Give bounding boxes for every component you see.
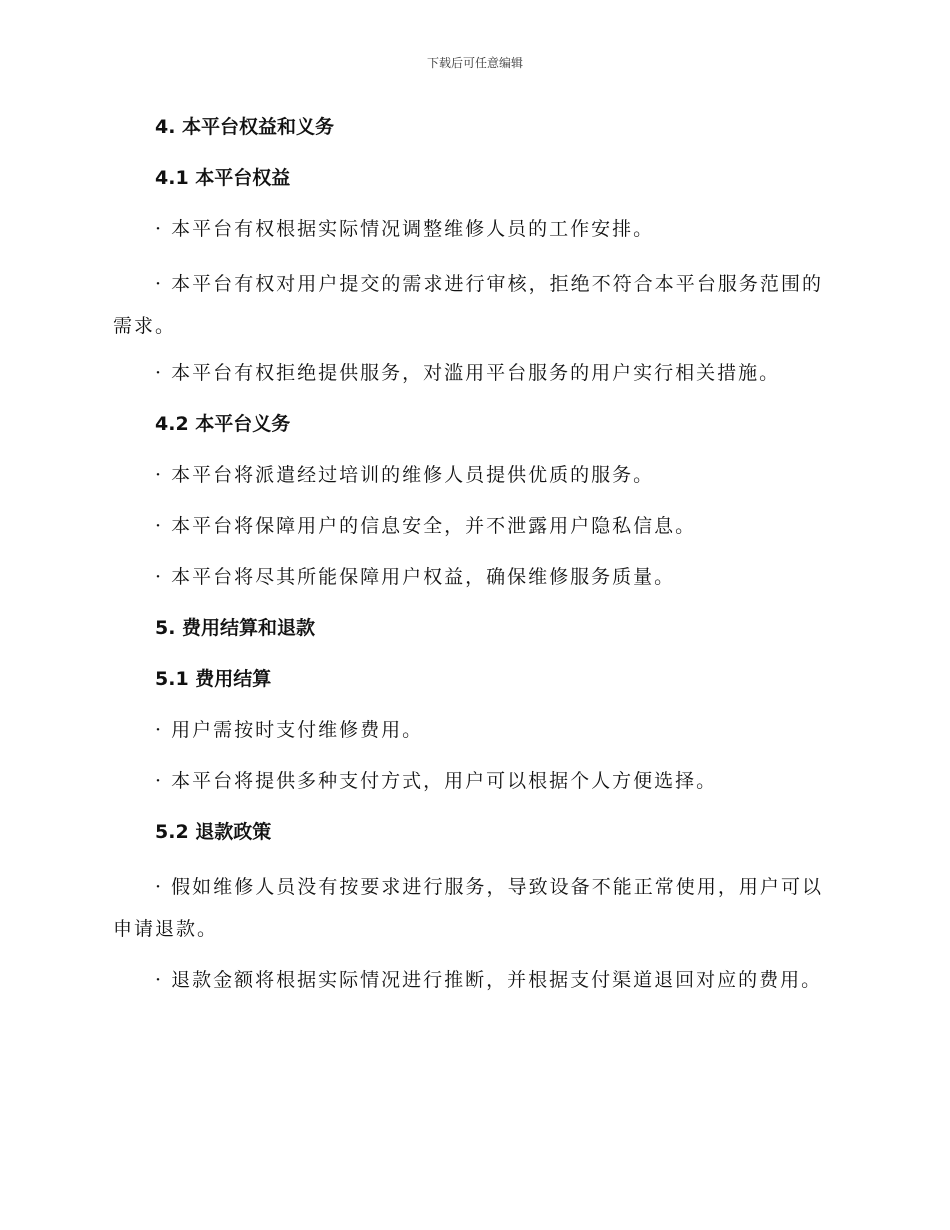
document-body bbox=[113, 110, 823, 1010]
paragraph: · 本平台将保障用户的信息安全，并不泄露用户隐私信息。 bbox=[155, 515, 697, 537]
section-heading-5-2: 5.2 退款政策 bbox=[155, 821, 272, 843]
section-heading-5: 5. 费用结算和退款 bbox=[155, 617, 316, 639]
paragraph: · 用户需按时支付维修费用。 bbox=[155, 719, 424, 741]
paragraph: · 本平台将尽其所能保障用户权益，确保维修服务质量。 bbox=[155, 566, 676, 588]
paragraph: · 假如维修人员没有按要求进行服务，导致设备不能正常使用，用户可以申请退款。 bbox=[113, 876, 823, 940]
paragraph: · 本平台有权对用户提交的需求进行审核，拒绝不符合本平台服务范围的需求。 bbox=[113, 273, 823, 337]
paragraph: · 本平台有权拒绝提供服务，对滥用平台服务的用户实行相关措施。 bbox=[155, 362, 781, 384]
header-note: 下载后可任意编辑 bbox=[426, 56, 523, 70]
paragraph: · 本平台将派遣经过培训的维修人员提供优质的服务。 bbox=[155, 464, 655, 486]
section-heading-4-2: 4.2 本平台义务 bbox=[155, 413, 291, 435]
section-heading-4: 4. 本平台权益和义务 bbox=[155, 116, 335, 138]
section-heading-5-1: 5.1 费用结算 bbox=[155, 668, 272, 690]
section-heading-4-1: 4.1 本平台权益 bbox=[155, 167, 291, 189]
paragraph: · 本平台有权根据实际情况调整维修人员的工作安排。 bbox=[155, 218, 655, 240]
paragraph: · 本平台将提供多种支付方式，用户可以根据个人方便选择。 bbox=[155, 770, 718, 792]
paragraph: · 退款金额将根据实际情况进行推断，并根据支付渠道退回对应的费用。 bbox=[155, 969, 823, 991]
